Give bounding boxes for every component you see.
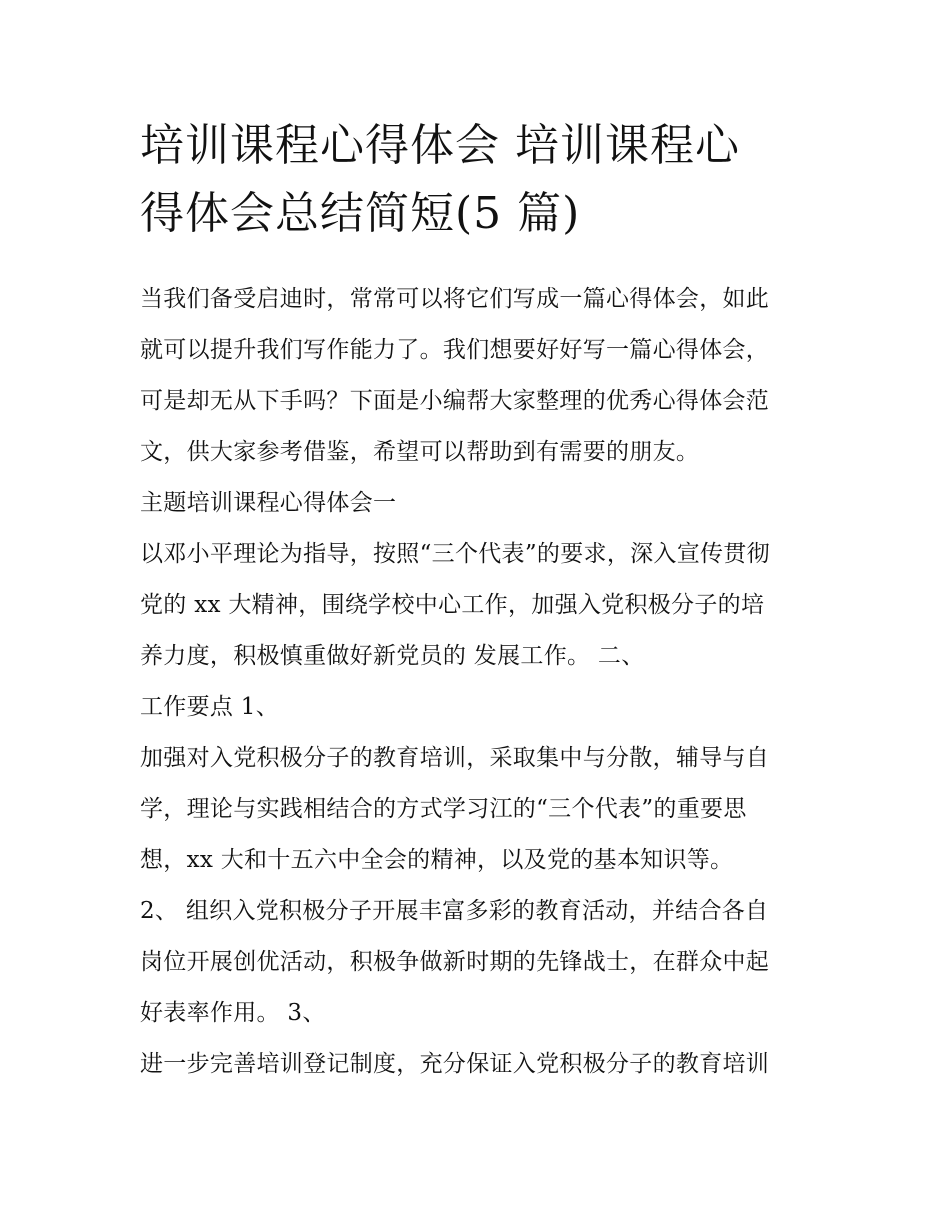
body-line: 就可以提升我们写作能力了。我们想要好好写一篇心得体会， bbox=[140, 337, 770, 363]
title-line-1: 培训课程心得体会 培训课程心 bbox=[140, 120, 740, 171]
body-line: 岗位开展创优活动，积极争做新时期的先锋战士，在群众中起 bbox=[140, 949, 770, 975]
body-line: 党的 xx 大精神，围绕学校中心工作，加强入党积极分子的培 bbox=[140, 592, 765, 618]
body-line: 学，理论与实践相结合的方式学习江的“三个代表”的重要思 bbox=[140, 796, 747, 822]
body-line: 2、 组织入党积极分子开展丰富多彩的教育活动，并结合各自 bbox=[140, 898, 769, 924]
document-title bbox=[140, 112, 820, 248]
body-line: 可是却无从下手吗？下面是小编帮大家整理的优秀心得体会范 bbox=[140, 388, 770, 414]
document-body bbox=[140, 274, 820, 1090]
title-line-2: 得体会总结简短(5 篇) bbox=[140, 188, 581, 239]
body-line: 以邓小平理论为指导，按照“三个代表”的要求，深入宣传贯彻 bbox=[140, 541, 770, 567]
body-line: 好表率作用。 3、 bbox=[140, 1000, 326, 1026]
section-heading: 主题培训课程心得体会一 bbox=[140, 490, 397, 516]
body-line: 进一步完善培训登记制度，充分保证入党积极分子的教育培训 bbox=[140, 1051, 770, 1077]
body-line: 工作要点 1、 bbox=[140, 694, 280, 720]
body-line: 想，xx 大和十五六中全会的精神，以及党的基本知识等。 bbox=[140, 847, 734, 873]
body-line: 加强对入党积极分子的教育培训，采取集中与分散，辅导与自 bbox=[140, 745, 770, 771]
body-line: 当我们备受启迪时，常常可以将它们写成一篇心得体会，如此 bbox=[140, 286, 770, 312]
body-line: 文，供大家参考借鉴，希望可以帮助到有需要的朋友。 bbox=[140, 439, 700, 465]
body-line: 养力度，积极慎重做好新党员的 发展工作。 二、 bbox=[140, 643, 645, 669]
